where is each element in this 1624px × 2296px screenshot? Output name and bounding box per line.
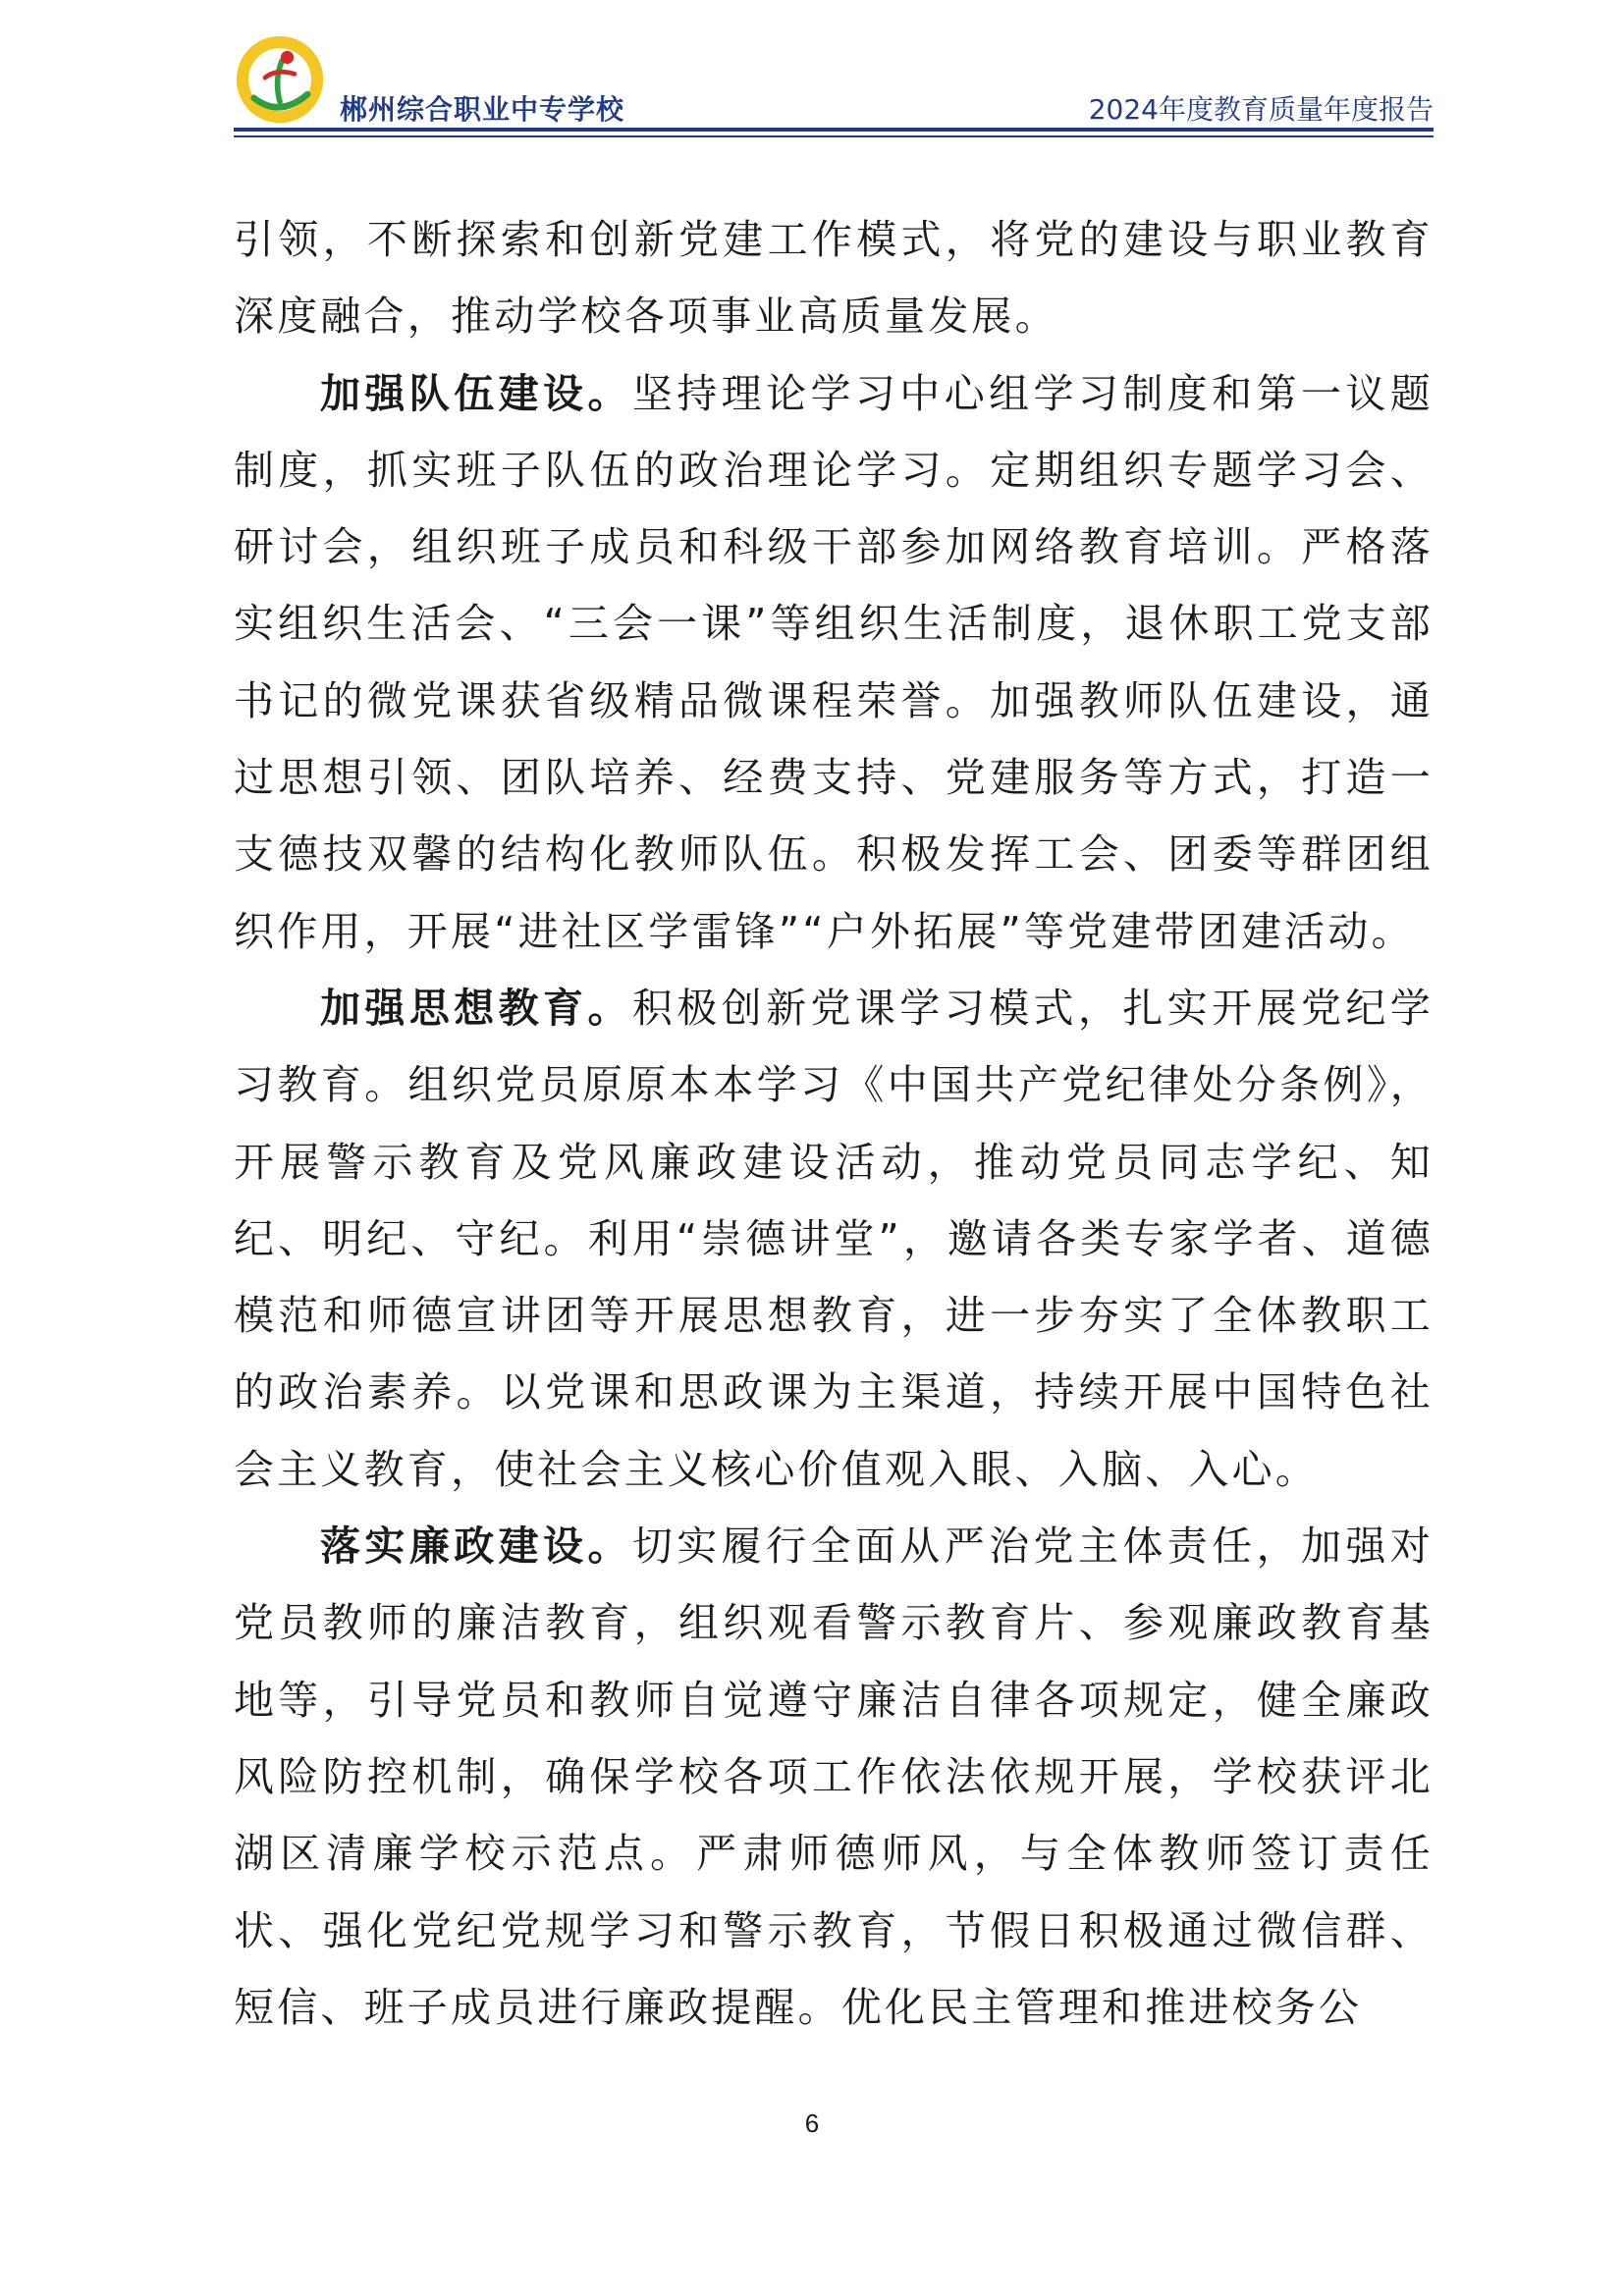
paragraph-text: 切实履行全面从严治党主体责任，加强对党员教师的廉洁教育，组织观看警示教育片、参观廉政教育基地等，引导党员和教师自觉遵守廉洁自律各项规定，健全廉政风险防控机制，确保学校各项工作依法依规开展，学校获评北湖区清廉学校示范点。严肃师德师风，与全体教师签订责任状、强化党纪党规学习和警示教育，节假日积极通过微信群、短信、班子成员进行廉政提醒。优化民主管理和推进校务公: [234, 1522, 1434, 2031]
paragraph-ideological-education: [234, 970, 1434, 1508]
paragraph-text: 积极创新党课学习模式，扎实开展党纪学习教育。组织党员原原本本学习《中国共产党纪律处分条例》，开展警示教育及党风廉政建设活动，推动党员同志学纪、知纪、明纪、守纪。利用“崇德讲堂”，邀请各类专家学者、道德模范和师德宣讲团等开展思想教育，进一步夯实了全体教职工的政治素养。以党课和思政课为主渠道，持续开展中国特色社会主义教育，使社会主义核心价值观入眼、入脑、入心。: [234, 984, 1434, 1493]
paragraph-lead: 加强队伍建设。: [320, 369, 632, 417]
paragraph-text: 坚持理论学习中心组学习制度和第一议题制度，抓实班子队伍的政治理论学习。定期组织专题学习会、研讨会，组织班子成员和科级干部参加网络教育培训。严格落实组织生活会、“三会一课”等组织生活制度，退休职工党支部书记的微党课获省级精品微课程荣誉。加强教师队伍建设，通过思想引领、团队培养、经费支持、党建服务等方式，打造一支德技双馨的结构化教师队伍。积极发挥工会、团委等群团组织作用，开展“进社区学雷锋”“户外拓展”等党建带团建活动。: [234, 369, 1434, 955]
page-header: [234, 29, 1434, 135]
paragraph-continuation: [234, 201, 1434, 355]
school-name: 郴州综合职业中专学校: [340, 93, 625, 126]
page-number: 6: [804, 2109, 820, 2138]
header-rule-thin: [234, 135, 1434, 137]
paragraph-integrity-building: [234, 1508, 1434, 2046]
header-rule-thick: [234, 128, 1434, 132]
school-logo: [234, 33, 326, 126]
paragraph-lead: 落实廉政建设。: [320, 1522, 632, 1571]
paragraph-lead: 加强思想教育。: [320, 984, 632, 1032]
body-text: [234, 201, 1434, 2046]
paragraph-text: 引领，不断探索和创新党建工作模式，将党的建设与职业教育深度融合，推动学校各项事业高质量发展。: [234, 216, 1434, 341]
paragraph-team-building: [234, 355, 1434, 970]
report-title: 2024年度教育质量年度报告: [1088, 93, 1434, 126]
